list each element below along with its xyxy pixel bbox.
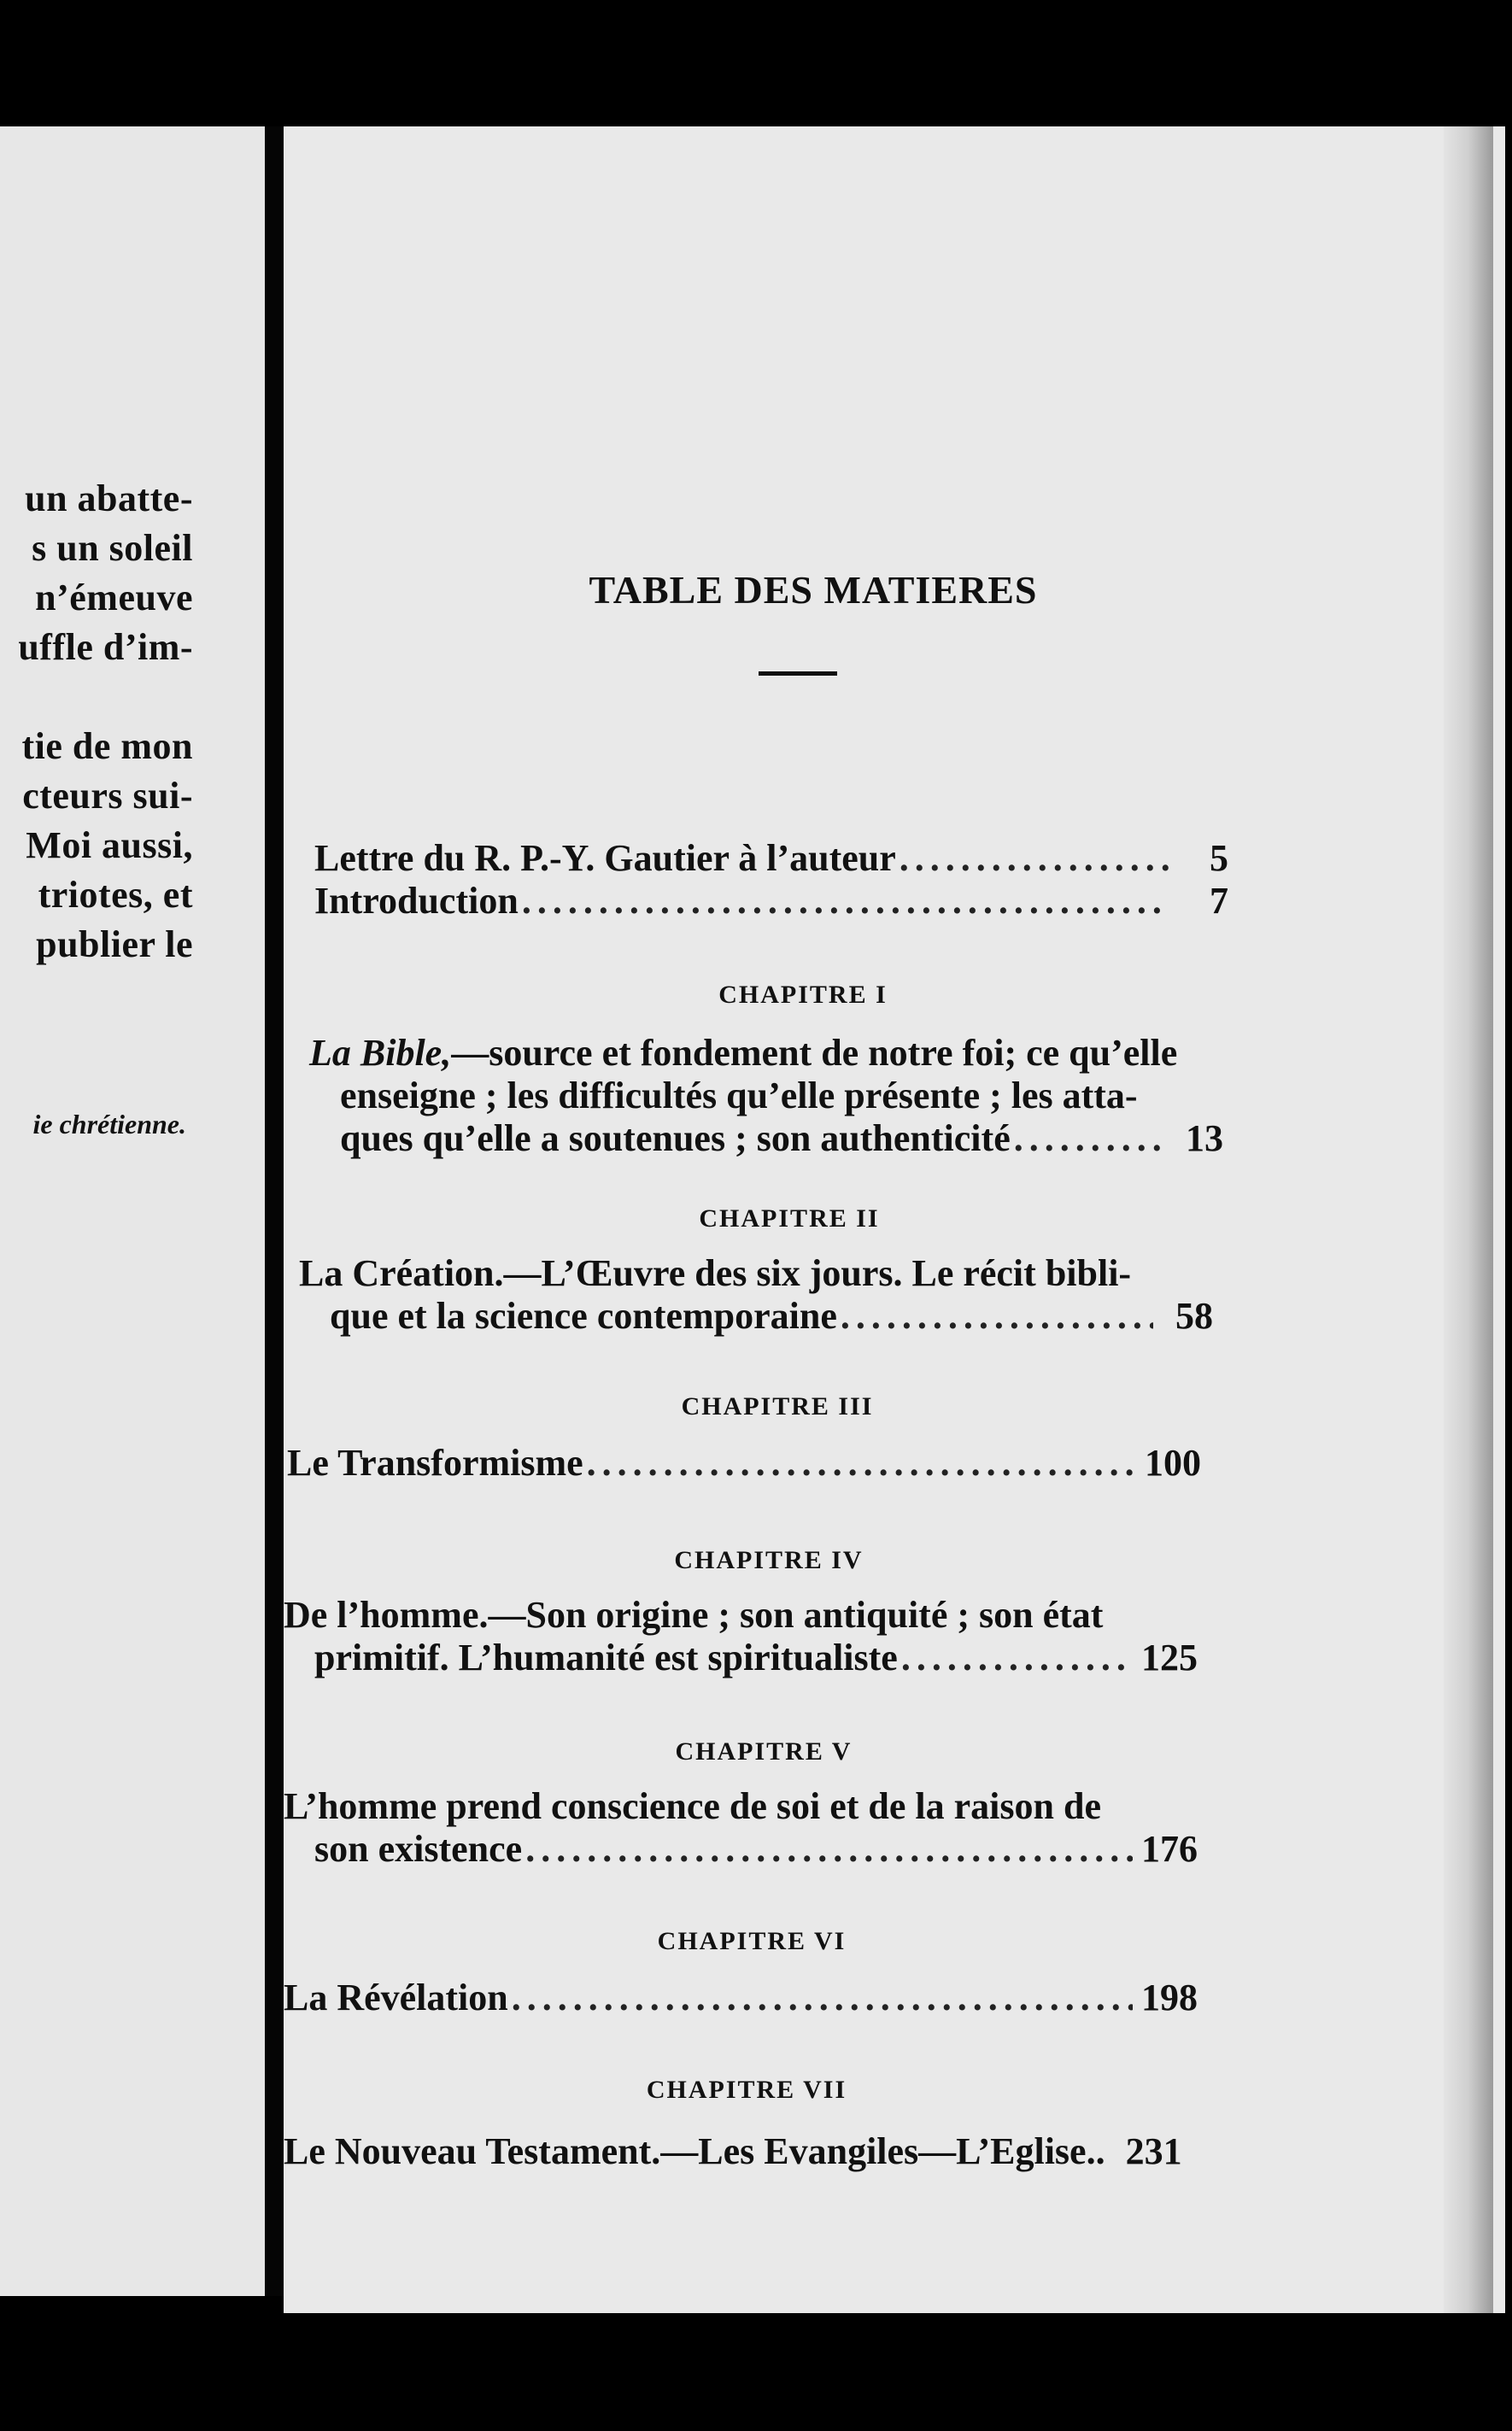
toc-entry-chapitre-1 [309,1032,1223,1160]
page-number: 176 [1141,1828,1198,1870]
chapter-heading: CHAPITRE V [675,1737,853,1766]
toc-entry-lettre [314,837,1228,923]
page-number: 5 [1210,837,1228,879]
page-number: 231 [1125,2130,1182,2172]
dot-leader [1014,1117,1163,1160]
dot-leader [512,1977,1133,2019]
table-of-contents [284,126,1505,2313]
dot-leader [522,880,1169,923]
entry-title: De l’homme.—Son origine ; son antiquité ; son état [284,1594,1104,1636]
left-text-line: n’émeuve [35,577,193,618]
page-number: 7 [1210,880,1228,922]
book-gutter [265,126,284,2296]
entry-title: que et la science contemporaine [330,1295,837,1337]
entry-title: Le Nouveau Testament.—Les Evangiles—L’Eglise.. [284,2130,1105,2172]
toc-entry-line [299,1295,1213,1338]
toc-entry-line [309,1117,1223,1160]
dot-leader [900,837,1169,880]
toc-entry-chapitre-7 [284,2130,1198,2173]
dot-leader [841,1295,1153,1338]
chapter-heading: CHAPITRE III [681,1392,874,1421]
right-page [284,126,1505,2313]
toc-entry-line [284,1637,1198,1679]
chapter-heading: CHAPITRE II [699,1204,880,1233]
toc-entry-chapitre-4 [284,1594,1198,1679]
left-text-line: publier le [36,923,193,965]
left-text-line: un abatte- [25,477,193,519]
toc-entry-line [284,1828,1198,1871]
toc-entry-line [309,1075,1223,1117]
page-number: 198 [1141,1977,1198,2018]
toc-entry-chapitre-6 [284,1977,1198,2019]
entry-title: enseigne ; les difficultés qu’elle présente ; les atta- [340,1075,1138,1116]
toc-entry-line [284,1594,1198,1637]
page-edge-shadow [1444,126,1493,2313]
page-number: 100 [1145,1442,1201,1484]
toc-title: TABLE DES MATIERES [589,568,1038,612]
left-text-line: uffle d’im- [18,626,193,668]
chapter-heading: CHAPITRE VI [657,1927,847,1955]
entry-title: Lettre du R. P.-Y. Gautier à l’auteur [314,837,896,879]
chapter-heading: CHAPITRE IV [674,1546,864,1574]
entry-title: —source et fondement de notre foi; ce qu’elle [451,1032,1178,1074]
page-number: 125 [1141,1637,1198,1678]
entry-italic-lead: La Bible, [309,1032,452,1074]
left-page [0,126,265,2296]
toc-entry-line [287,1442,1201,1485]
toc-entry-line [314,880,1228,923]
entry-title: ques qu’elle a soutenues ; son authenticité [340,1117,1011,1159]
left-text-line: Moi aussi, [26,824,193,866]
left-signature: ie chrétienne. [32,1109,186,1139]
entry-title: Introduction [314,880,519,922]
toc-entry-line [284,2130,1198,2173]
left-text-line: tie de mon [21,725,193,767]
chapter-heading: CHAPITRE VII [646,2076,847,2104]
toc-entry-line [314,837,1228,880]
entry-title: L’homme prend conscience de soi et de la raison de [284,1785,1101,1827]
page-number: 58 [1175,1295,1213,1337]
chapter-heading: CHAPITRE I [718,981,888,1009]
toc-entry-line [309,1032,1223,1075]
page-number: 13 [1186,1117,1223,1159]
dot-leader [901,1637,1133,1679]
toc-entry-chapitre-2 [299,1252,1213,1338]
toc-entry-line [284,1977,1198,2019]
left-text-line: s un soleil [32,527,193,569]
entry-title: La Création.—L’Œuvre des six jours. Le récit bibli- [299,1252,1132,1294]
left-text-line: cteurs sui- [22,775,193,817]
toc-entry-line [284,1785,1198,1828]
entry-title: son existence [314,1828,523,1870]
dot-leader [525,1828,1133,1871]
toc-entry-chapitre-5 [284,1785,1198,1871]
toc-entry-chapitre-3 [287,1442,1201,1485]
dot-leader [587,1442,1136,1485]
left-text-line: triotes, et [38,874,193,916]
title-rule [759,671,837,676]
entry-title: Le Transformisme [287,1442,583,1484]
entry-title: primitif. L’humanité est spiritualiste [314,1637,898,1678]
entry-title: La Révélation [284,1977,508,2018]
toc-entry-line [299,1252,1213,1295]
